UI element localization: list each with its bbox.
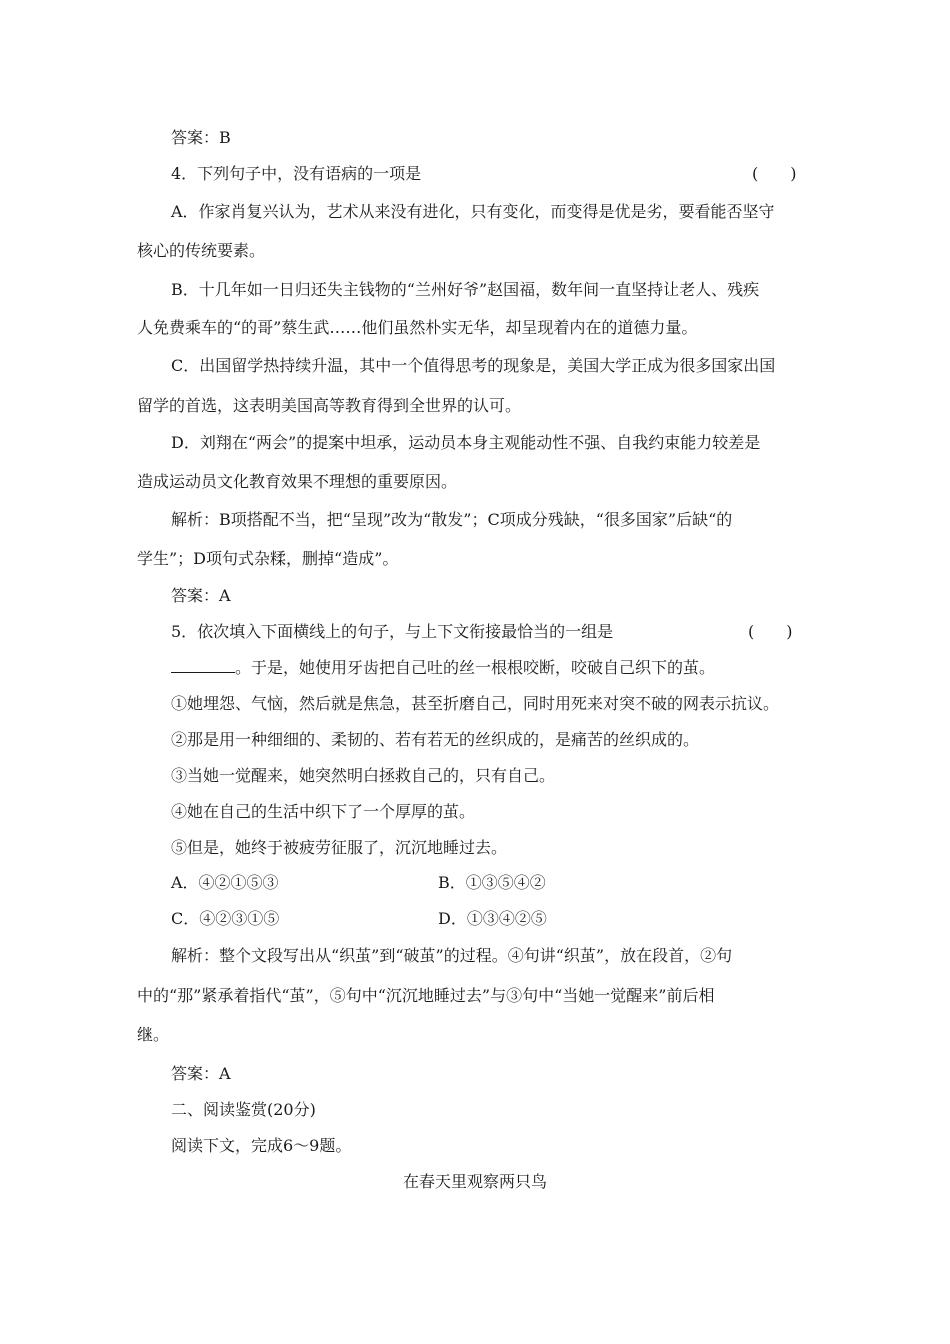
q4-option-c-line1: C．出国留学热持续升温，其中一个值得思考的现象是，美国大学正成为很多国家出国 xyxy=(171,356,776,375)
q4-analysis-line2: 学生”；D项句式杂糅，删掉“造成”。 xyxy=(137,549,399,568)
q5-analysis-line3: 继。 xyxy=(137,1025,170,1044)
q4-option-d-line1: D．刘翔在“两会”的提案中坦承，运动员本身主观能动性不强、自我约束能力较差是 xyxy=(171,433,761,452)
q5-sentence-1: ①她埋怨、气恼，然后就是焦急，甚至折磨自己，同时用死来对突不破的网表示抗议。 xyxy=(171,694,780,713)
q5-answer: 答案：A xyxy=(171,1064,231,1083)
q5-stem: 5．依次填入下面横线上的句子，与上下文衔接最恰当的一组是 xyxy=(171,622,614,641)
q5-answer-paren: ( ) xyxy=(748,622,793,641)
q4-answer: 答案：A xyxy=(171,586,231,605)
q5-sentence-5: ⑤但是，她终于被疲劳征服了，沉沉地睡过去。 xyxy=(171,838,508,857)
q5-blank-line xyxy=(171,658,715,678)
fill-blank xyxy=(171,658,235,673)
q4-option-d-line2: 造成运动员文化教育效果不理想的重要原因。 xyxy=(137,472,458,491)
q5-blank-text: 。于是，她使用牙齿把自己吐的丝一根根咬断，咬破自己织下的茧。 xyxy=(235,658,716,677)
q5-sentence-2: ②那是用一种细细的、柔韧的、若有若无的丝织成的，是痛苦的丝织成的。 xyxy=(171,730,700,749)
q4-option-a-line1: A．作家肖复兴认为，艺术从来没有进化，只有变化，而变得是优是劣，要看能否坚守 xyxy=(171,202,775,221)
q5-analysis-line2: 中的“那”紧承着指代“茧”，⑤句中“沉沉地睡过去”与③句中“当她一觉醒来”前后相 xyxy=(137,986,715,1005)
q5-option-b: B．①③⑤④② xyxy=(438,873,546,892)
q4-analysis-line1: 解析：B项搭配不当，把“呈现”改为“散发”；C项成分残缺，“很多国家”后缺“的 xyxy=(171,510,733,529)
q5-option-a: A．④②①⑤③ xyxy=(171,873,279,892)
q5-sentence-3: ③当她一觉醒来，她突然明白拯救自己的，只有自己。 xyxy=(171,766,556,785)
q5-option-d: D．①③④②⑤ xyxy=(438,909,547,928)
q4-option-a-line2: 核心的传统要素。 xyxy=(137,241,266,260)
q4-option-b-line2: 人免费乘车的“的哥”蔡生武……他们虽然朴实无华，却呈现着内在的道德力量。 xyxy=(137,318,698,337)
q5-option-c: C．④②③①⑤ xyxy=(171,909,280,928)
reading-instruction: 阅读下文，完成6～9题。 xyxy=(171,1136,352,1155)
q4-option-c-line2: 留学的首选，这表明美国高等教育得到全世界的认可。 xyxy=(137,396,522,415)
q3-answer: 答案：B xyxy=(171,128,231,147)
q5-sentence-4: ④她在自己的生活中织下了一个厚厚的茧。 xyxy=(171,802,476,821)
q4-stem: 4．下列句子中，没有语病的一项是 xyxy=(171,164,422,183)
q4-answer-paren: ( ) xyxy=(752,164,797,183)
section-heading: 二、阅读鉴赏(20分) xyxy=(171,1100,316,1119)
q4-option-b-line1: B．十几年如一日归还失主钱物的“兰州好爷”赵国福，数年间一直坚持让老人、残疾 xyxy=(171,280,760,299)
article-title: 在春天里观察两只鸟 xyxy=(402,1172,547,1191)
q5-analysis-line1: 解析：整个文段写出从“织茧”到“破茧”的过程。④句讲“织茧”，放在段首，②句 xyxy=(171,946,733,965)
